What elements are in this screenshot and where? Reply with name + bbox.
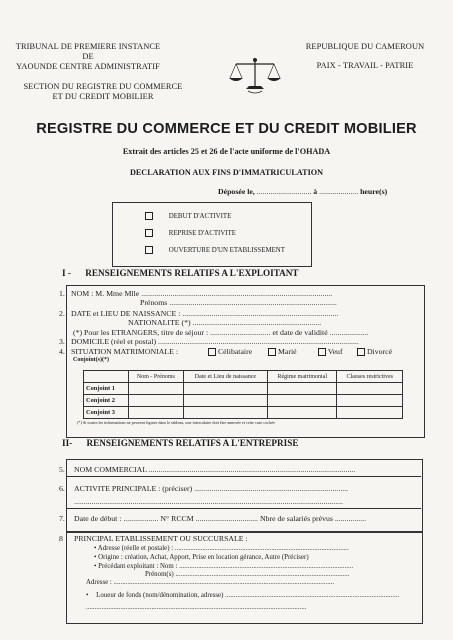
date-debut-field[interactable] xyxy=(74,514,366,523)
adresse-input[interactable]: ................................................................................................................................ xyxy=(113,579,335,586)
court-line-3: YAOUNDE CENTRE ADMINISTRATIF xyxy=(16,62,160,71)
activite-field[interactable] xyxy=(74,484,348,493)
registry-line-2: ET DU CREDIT MOBILIER xyxy=(52,92,154,101)
naissance-field[interactable] xyxy=(71,309,338,318)
activite-label: ACTIVITE PRINCIPALE : (préciser) xyxy=(74,484,193,493)
nationalite-input[interactable]: .................................................................. xyxy=(192,318,322,327)
conjoint-2-label: Conjoint 2 xyxy=(84,395,129,407)
option-reprise-label: REPRISE D'ACTIVITE xyxy=(168,229,237,237)
conjoint-header-regime: Régime matrimonial xyxy=(268,371,337,383)
nom-label: NOM : M. Mme Mlle xyxy=(71,289,140,298)
conjoint-header-blank xyxy=(84,371,129,383)
conjoint-header-naissance: Date et Lieu de naissance xyxy=(183,371,267,383)
option-debut-checkbox[interactable] xyxy=(145,212,153,220)
divorce-checkbox[interactable] xyxy=(357,348,365,356)
bullet-icon: • xyxy=(94,545,97,552)
naissance-input[interactable]: ................................................................................ xyxy=(182,309,339,318)
adresse-reelle-field[interactable] xyxy=(94,545,349,552)
statut-divorce[interactable] xyxy=(357,347,392,356)
celibataire-checkbox[interactable] xyxy=(208,348,216,356)
precedant-prenoms-field[interactable] xyxy=(145,571,349,578)
conjoints-label: Conjoint(s)(*) xyxy=(73,357,109,363)
loueur-input-line-2[interactable]: ................................................................................................................................ xyxy=(86,604,307,611)
divorce-label: Divorcé xyxy=(366,347,393,356)
republic-header xyxy=(285,42,445,71)
veuf-checkbox[interactable] xyxy=(318,348,326,356)
validite-label: et date de validité xyxy=(272,328,328,337)
table-row xyxy=(84,383,403,395)
field-4-number: 4. xyxy=(59,347,65,356)
naissance-label: DATE et LIEU DE NAISSANCE : xyxy=(71,309,181,318)
origine-field[interactable] xyxy=(94,554,309,561)
activity-type-box xyxy=(112,202,312,267)
deposit-line xyxy=(218,187,387,196)
field-8-number: 8 xyxy=(59,534,63,543)
adresse-reelle-input[interactable]: ..................................................................................................... xyxy=(174,545,349,552)
bullet-icon: • xyxy=(94,554,97,561)
adresse-field[interactable] xyxy=(86,579,334,586)
loueur-input[interactable]: ..................................................................................................... xyxy=(225,592,400,599)
option-ouverture[interactable] xyxy=(145,246,285,254)
scales-of-justice-icon xyxy=(226,56,284,96)
statut-marie[interactable] xyxy=(268,347,297,356)
domicile-label: DOMICILE (réel et postal) xyxy=(71,337,157,346)
section-2-heading xyxy=(62,438,298,448)
prenoms-field[interactable] xyxy=(140,298,337,307)
deposit-hours-label: heure(s) xyxy=(360,187,388,196)
ohada-subtitle: Extrait des articles 25 et 26 de l'acte uniforme de l'OHADA xyxy=(122,147,331,156)
conjoint-2-naissance-cell[interactable] xyxy=(183,395,267,407)
option-ouverture-checkbox[interactable] xyxy=(145,246,153,254)
conjoint-3-clauses-cell[interactable] xyxy=(337,407,403,419)
field-3-number: 3. xyxy=(59,337,65,346)
conjoint-1-label: Conjoint 1 xyxy=(84,383,129,395)
deposit-time-field[interactable]: .................... xyxy=(319,187,359,196)
field-1-number: 1. xyxy=(59,289,65,298)
bullet-icon: • xyxy=(86,592,89,599)
conjoint-3-label: Conjoint 3 xyxy=(84,407,129,419)
conjoint-table xyxy=(83,370,403,419)
field-5-number: 5. xyxy=(59,465,65,474)
titre-sejour-field[interactable] xyxy=(73,328,369,337)
conjoint-1-naissance-cell[interactable] xyxy=(183,383,267,395)
statut-celibataire[interactable] xyxy=(208,347,252,356)
domicile-field[interactable] xyxy=(71,337,359,346)
conjoint-3-regime-cell[interactable] xyxy=(268,407,337,419)
nom-commercial-label: NOM COMMERCIAL xyxy=(74,465,147,474)
nationalite-label: NATIONALITE (*) xyxy=(128,318,191,327)
deposit-date-field[interactable]: ............................ xyxy=(256,187,312,196)
registry-line-1: SECTION DU REGISTRE DU COMMERCE xyxy=(23,82,183,91)
section-1-heading xyxy=(62,268,299,278)
origine-label: Origine : création, Achat, Apport, Prise en location gérance, Autre (Préciser) xyxy=(98,554,309,561)
table-row xyxy=(84,395,403,407)
bullet-icon: • xyxy=(94,563,97,570)
deposit-at-label: à xyxy=(313,187,318,196)
veuf-label: Veuf xyxy=(327,347,343,356)
section-1-title: RENSEIGNEMENTS RELATIFS A L'EXPLOITANT xyxy=(85,268,299,278)
nom-commercial-input[interactable]: .......................................................................................................... xyxy=(148,465,356,474)
court-line-1: TRIBUNAL DE PREMIERE INSTANCE xyxy=(15,42,161,51)
statut-veuf[interactable] xyxy=(318,347,343,356)
conjoint-1-regime-cell[interactable] xyxy=(268,383,337,395)
conjoint-2-regime-cell[interactable] xyxy=(268,395,337,407)
adresse-reelle-label: Adresse (réelle et postale) : xyxy=(97,545,174,552)
salaries-input[interactable]: ................ xyxy=(334,514,367,523)
precedant-exploitant-field[interactable] xyxy=(94,563,353,570)
loueur-field[interactable] xyxy=(86,592,399,599)
activite-input[interactable]: ............................................................................... xyxy=(194,484,349,493)
section-2-title: RENSEIGNEMENTS RELATIFS A L'ENTREPRISE xyxy=(86,438,299,448)
date-debut-label: Date de début : xyxy=(74,514,122,523)
conjoint-table-note: (*) Si toutes les informations ne peuvent figurer dans le tableau, une intercalaire doit être annexée et cette case cochée xyxy=(77,420,275,425)
conjoint-header-clauses: Clauses restrictives xyxy=(337,371,403,383)
conjoint-2-clauses-cell[interactable] xyxy=(337,395,403,407)
declaration-heading: DECLARATION AUX FINS D'IMMATRICULATION xyxy=(129,168,324,177)
situation-label: SITUATION MATRIMONIALE : xyxy=(71,347,178,356)
field-6-number: 6. xyxy=(59,484,65,493)
nom-commercial-field[interactable] xyxy=(74,465,355,474)
conjoint-header-nom: Nom - Prénoms xyxy=(129,371,184,383)
conjoint-1-nom-cell[interactable] xyxy=(129,383,184,395)
conjoint-table-header xyxy=(84,371,403,383)
republic-name: REPUBLIQUE DU CAMEROUN xyxy=(305,42,425,51)
nom-field[interactable] xyxy=(71,289,332,298)
precedant-label: Précédant exploitant : Nom : xyxy=(98,563,178,570)
marie-checkbox[interactable] xyxy=(268,348,276,356)
deposit-label: Déposée le, xyxy=(218,187,255,196)
option-debut[interactable] xyxy=(145,212,231,220)
divider xyxy=(66,508,421,509)
conjoint-2-nom-cell[interactable] xyxy=(129,395,184,407)
section-1-number: I - xyxy=(62,268,71,278)
conjoint-3-naissance-cell[interactable] xyxy=(183,407,267,419)
rccm-input[interactable]: ................................ xyxy=(195,514,258,523)
court-line-2: DE xyxy=(82,52,94,61)
precedant-prenoms-label: Prénom(s) xyxy=(145,571,174,578)
field-2-number: 2. xyxy=(59,309,65,318)
rccm-label: N° RCCM xyxy=(160,514,194,523)
salaries-label: Nbre de salariés prévus xyxy=(259,514,333,523)
precedant-prenoms-input[interactable]: ..................................................................................................... xyxy=(175,571,350,578)
form-title: REGISTRE DU COMMERCE ET DU CREDIT MOBILIER xyxy=(36,121,417,137)
domicile-input[interactable]: ....................................................................................................... xyxy=(158,337,359,346)
principal-etablissement-label: PRINCIPAL ETABLISSEMENT OU SUCCURSALE : xyxy=(74,534,248,543)
titre-sejour-label: (*) Pour les ETRANGERS, titre de séjour : xyxy=(73,328,209,337)
registry-section-header xyxy=(8,82,198,102)
option-reprise-checkbox[interactable] xyxy=(145,229,153,237)
republic-motto: PAIX - TRAVAIL - PATRIE xyxy=(316,61,414,70)
celibataire-label: Célibataire xyxy=(217,347,253,356)
table-row xyxy=(84,407,403,419)
prenoms-label: Prénoms xyxy=(140,298,168,307)
conjoint-3-nom-cell[interactable] xyxy=(129,407,184,419)
validite-input[interactable]: .................... xyxy=(329,328,369,337)
option-ouverture-label: OUVERTURE D'UN ETABLISSEMENT xyxy=(168,246,285,254)
divider xyxy=(66,476,421,477)
option-debut-label: DEBUT D'ACTIVITE xyxy=(168,212,232,220)
activite-input-line-2[interactable]: .......................................................................................................................................... xyxy=(74,497,343,506)
court-header xyxy=(8,42,168,72)
precedant-input[interactable]: ..................................................................................................... xyxy=(179,563,354,570)
marie-label: Marié xyxy=(277,347,297,356)
date-debut-input[interactable]: .................. xyxy=(123,514,159,523)
nationalite-field[interactable] xyxy=(128,318,321,327)
option-reprise[interactable] xyxy=(145,229,236,237)
section-2-number: II- xyxy=(62,438,73,448)
prenoms-input[interactable]: ...................................................................................... xyxy=(169,298,337,307)
titre-sejour-input[interactable]: ............................... xyxy=(210,328,271,337)
field-7-number: 7. xyxy=(59,514,65,523)
loueur-label: Loueur de fonds (nom/dénomination, adresse) xyxy=(96,592,224,599)
conjoint-1-clauses-cell[interactable] xyxy=(337,383,403,395)
nom-input[interactable]: .................................................................................................. xyxy=(141,289,333,298)
adresse-label: Adresse : xyxy=(86,579,112,586)
